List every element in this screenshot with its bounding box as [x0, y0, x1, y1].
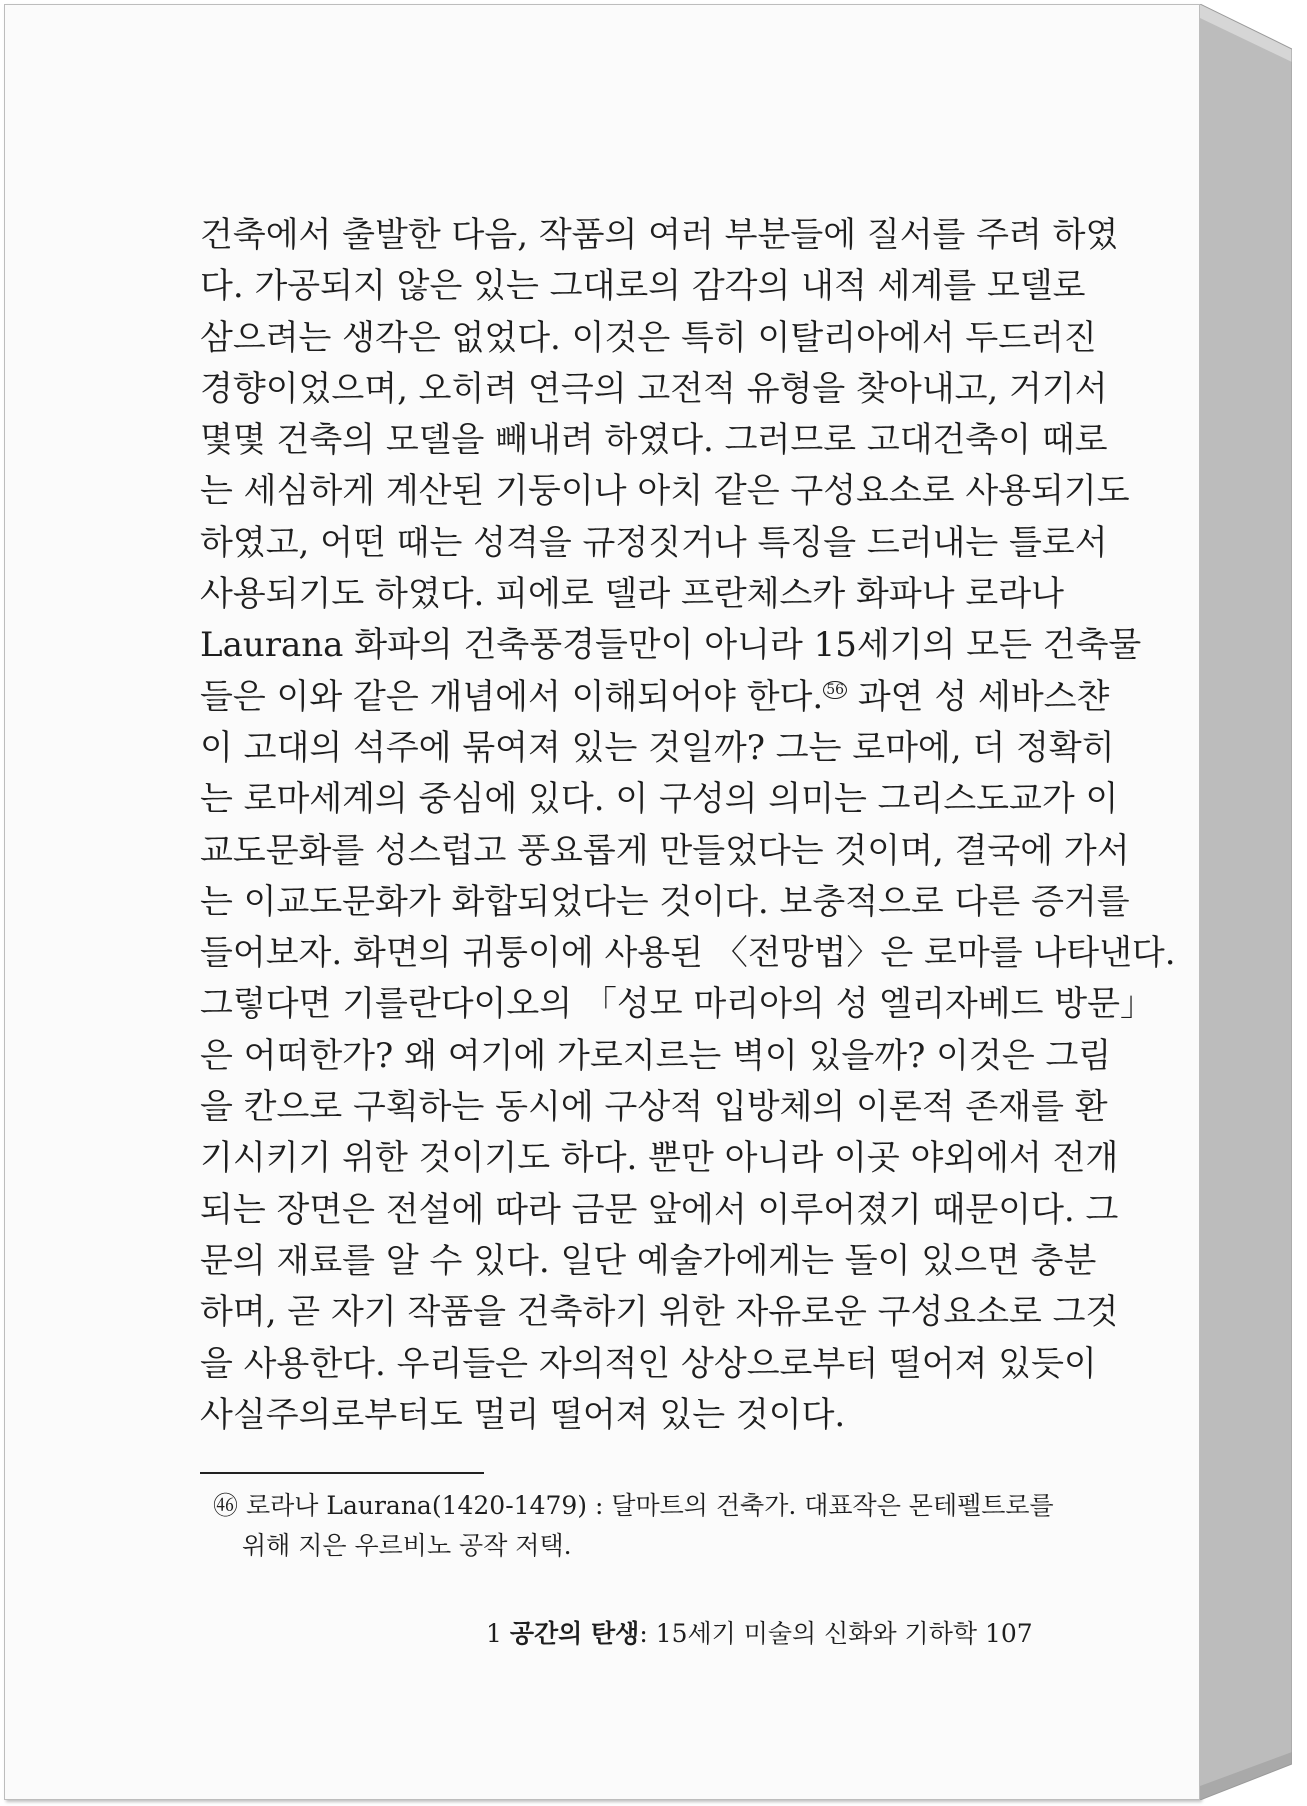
body-line-part: 과연 성 세바스챤	[847, 676, 1110, 717]
page-edge-shape	[1200, 4, 1292, 1800]
footnote	[213, 1486, 1054, 1566]
body-line: 이 고대의 석주에 묶여져 있는 것일까? 그는 로마에, 더 정확히	[200, 727, 1115, 768]
body-line: 경향이었으며, 오히려 연극의 고전적 유형을 찾아내고, 거기서	[200, 368, 1108, 409]
body-line: 기시키기 위한 것이기도 하다. 뿐만 아니라 이곳 야외에서 전개	[200, 1138, 1119, 1179]
body-line: 다. 가공되지 않은 있는 그대로의 감각의 내적 세계를 모델로	[200, 266, 1086, 307]
body-line: 사용되기도 하였다. 피에로 델라 프란체스카 화파나 로라나	[200, 574, 1064, 615]
body-line: 교도문화를 성스럽고 풍요롭게 만들었다는 것이며, 결국에 가서	[200, 830, 1130, 871]
footnote-divider	[200, 1472, 484, 1474]
body-line: 는 로마세계의 중심에 있다. 이 구성의 의미는 그리스도교가 이	[200, 779, 1119, 820]
running-footer	[486, 1617, 1033, 1651]
footnote-reference[interactable]: 56	[823, 681, 847, 699]
body-line: 는 이교도문화가 화합되었다는 것이다. 보충적으로 다른 증거를	[200, 881, 1130, 922]
body-line: 을 사용한다. 우리들은 자의적인 상상으로부터 떨어져 있듯이	[200, 1343, 1097, 1384]
body-line: 을 칸으로 구획하는 동시에 구상적 입방체의 이론적 존재를 환	[200, 1087, 1108, 1128]
body-line: 는 세심하게 계산된 기둥이나 아치 같은 구성요소로 사용되기도	[200, 471, 1130, 512]
book-page-edge	[1200, 4, 1292, 1800]
body-line: 몇몇 건축의 모델을 빼내려 하였다. 그러므로 고대건축이 때로	[200, 420, 1108, 461]
footnote-marker: ㊻	[213, 1491, 239, 1520]
chapter-subtitle: : 15세기 미술의 신화와 기하학	[639, 1619, 978, 1648]
body-line: 사실주의로부터도 멀리 떨어져 있는 것이다.	[200, 1394, 846, 1435]
body-line-part: 들은 이와 같은 개념에서 이해되어야 한다.	[200, 676, 824, 717]
footnote-text: 로라나 Laurana(1420-1479) : 달마트의 건축가. 대표작은 몬테펠트로를	[245, 1491, 1054, 1520]
body-line: 문의 재료를 알 수 있다. 일단 예술가에게는 돌이 있으면 충분	[200, 1240, 1097, 1281]
body-line: 그렇다면 기를란다이오의 「성모 마리아의 성 엘리자베드 방문」	[200, 984, 1154, 1025]
footnote-line	[213, 1486, 1054, 1526]
body-line: 들어보자. 화면의 귀퉁이에 사용된 〈전망법〉은 로마를 나타낸다.	[200, 933, 1176, 974]
body-line: 하였고, 어떤 때는 성격을 규정짓거나 특징을 드러내는 틀로서	[200, 522, 1108, 563]
body-line: Laurana 화파의 건축풍경들만이 아니라 15세기의 모든 건축물	[200, 625, 1142, 666]
chapter-number: 1	[486, 1619, 502, 1648]
body-line: 삼으려는 생각은 없었다. 이것은 특히 이탈리아에서 두드러진	[200, 317, 1097, 358]
body-line: 은 어떠한가? 왜 여기에 가로지르는 벽이 있을까? 이것은 그림	[200, 1035, 1112, 1076]
chapter-title: 공간의 탄생	[509, 1619, 640, 1648]
body-line: 하며, 곧 자기 작품을 건축하기 위한 자유로운 구성요소로 그것	[200, 1292, 1119, 1333]
body-line: 건축에서 출발한 다음, 작품의 여러 부분들에 질서를 주려 하였	[200, 215, 1119, 255]
body-line: 되는 장면은 전설에 따라 금문 앞에서 이루어졌기 때문이다. 그	[200, 1189, 1119, 1230]
page-number: 107	[984, 1619, 1033, 1648]
body-line-with-footnote-ref	[200, 672, 1110, 723]
footnote-line: 위해 지은 우르비노 공작 저택.	[242, 1531, 572, 1560]
body-paragraph	[200, 210, 1176, 1441]
